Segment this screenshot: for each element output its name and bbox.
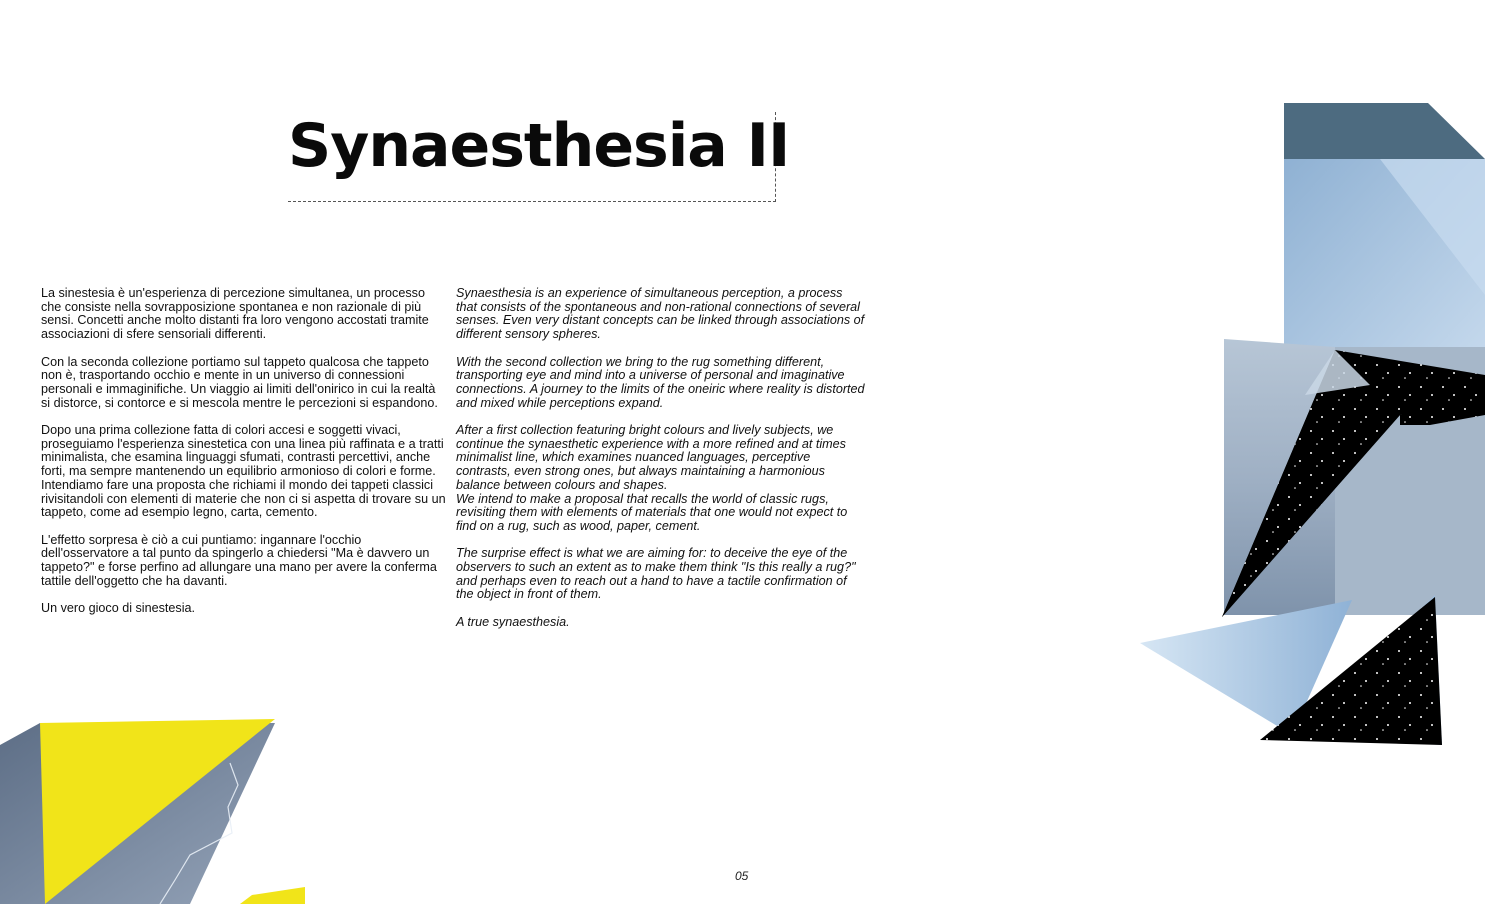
italian-paragraph-3: Dopo una prima collezione fatta di colori accesi e soggetti vivaci, proseguiamo l'esperienza sinestetica con una linea più raffinata e a tratti minimalista, che esamina linguaggi sfumati, contrasti percettivi, anche forti, ma sempre mantenendo un equilibrio armonioso di colori e forme. bbox=[41, 423, 444, 479]
english-text-column bbox=[456, 287, 866, 643]
english-paragraph-6: A true synaesthesia. bbox=[456, 614, 570, 629]
italian-paragraph-2: Con la seconda collezione portiamo sul tappeto qualcosa che tappeto non è, trasportando occhio e mente in un universo di connessioni personali e immaginifiche. Un viaggio ai limiti dell'onirico in cui la realtà si distorce, si contorce e si mescola mentre le percezioni si espandono. bbox=[41, 354, 438, 410]
italian-text-column bbox=[41, 287, 446, 630]
yellow-lightning-artwork bbox=[0, 715, 310, 904]
english-paragraph-5: The surprise effect is what we are aiming for: to deceive the eye of the observers to such an extent as to make them think "Is this really a rug?" and perhaps even to reach out a hand to have a tactile confirmation of the object in front of them. bbox=[456, 546, 856, 602]
english-paragraph-1: Synaesthesia is an experience of simultaneous perception, a process that consists of the spontaneous and non-rational connections of several senses. Even very distant concepts can be linked through associations of different sensory spheres. bbox=[456, 286, 865, 342]
italian-paragraph-1: La sinestesia è un'esperienza di percezione simultanea, un processo che consiste nella sovrapposizione spontanea e non razionale di più sensi. Concetti anche molto distanti fra loro vengono accostati tramite associazioni di sfere sensoriali differenti. bbox=[41, 286, 429, 342]
english-paragraph-3: After a first collection featuring bright colours and lively subjects, we continue the synaesthetic experience with a more refined and at times minimalist line, which examines nuanced languages, perceptive contrasts, even strong ones, but always maintaining a harmonious balance between colours and shapes. bbox=[456, 423, 846, 492]
italian-paragraph-6: Un vero gioco di sinestesia. bbox=[41, 601, 196, 616]
page-title: Synaesthesia II bbox=[288, 111, 790, 181]
geometric-sky-artwork bbox=[1130, 95, 1485, 755]
italian-paragraph-5: L'effetto sorpresa è ciò a cui puntiamo: ingannare l'occhio dell'osservatore a tal punto da spingerlo a chiedersi "Ma è davvero un tappeto?" e forse perfino ad allungare una mano per avere la conferma tattile dell'oggetto che ha davanti. bbox=[41, 532, 437, 588]
page-number: 05 bbox=[735, 869, 749, 883]
italian-paragraph-4: Intendiamo fare una proposta che richiami il mondo dei tappeti classici rivisitandoli con elementi di materie che non ci si aspetta di trovare su un tappeto, come ad esempio legno, carta, cemento. bbox=[41, 477, 446, 520]
english-paragraph-4: We intend to make a proposal that recalls the world of classic rugs, revisiting them with elements of materials that one would not expect to find on a rug, such as wood, paper, cement. bbox=[456, 491, 848, 533]
slate-panel bbox=[1284, 103, 1485, 159]
english-paragraph-2: With the second collection we bring to the rug something different, transporting eye and mind into a universe of personal and imaginative connections. A journey to the limits of the oneiric where reality is distorted and mixed while perceptions expand. bbox=[456, 354, 865, 410]
